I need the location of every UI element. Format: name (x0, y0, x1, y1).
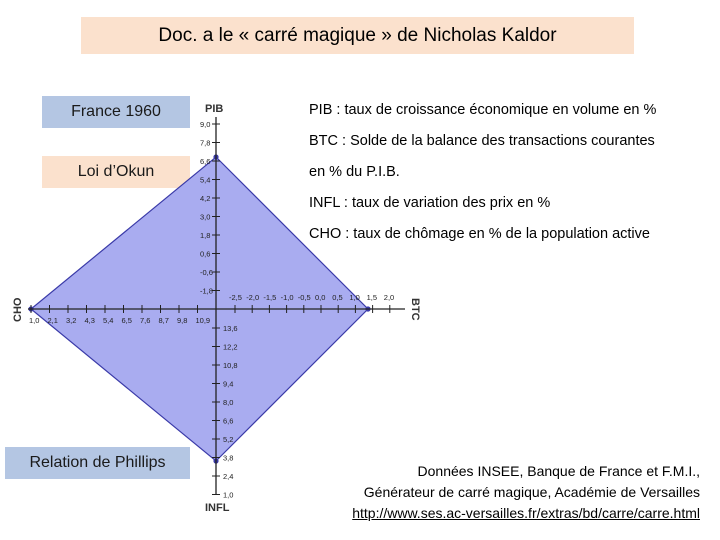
tick-label-cho: 5,4 (103, 316, 114, 325)
legend-definitions (309, 95, 714, 250)
legend-btc-unit: en % du P.I.B. (309, 164, 400, 180)
tick-label-btc: -2,0 (246, 293, 260, 302)
tick-label-cho: 7,6 (140, 316, 151, 325)
tick-label-infl: 5,2 (223, 435, 234, 444)
axis-name-pib: PIB (205, 103, 224, 115)
tick-label-infl: 8,0 (223, 398, 234, 407)
tick-label-pib: 3,0 (200, 212, 211, 222)
tick-label-infl: 3,8 (223, 453, 234, 463)
tick-label-btc: 1,0 (349, 293, 360, 302)
tick-label-pib: 4,2 (200, 194, 211, 203)
label-france-1960: France 1960 (42, 96, 190, 128)
source-link[interactable]: http://www.ses.ac-versailles.fr/extras/bd/carre/carre.html (352, 505, 700, 521)
label-loi-okun: Loi d’Okun (42, 156, 190, 188)
tick-label-infl: 1,0 (223, 490, 234, 500)
slide-title: Doc. a le « carré magique » de Nicholas Kaldor (81, 17, 634, 54)
tick-label-cho: 8,7 (158, 316, 169, 325)
sources (352, 461, 700, 524)
tick-label-cho: 9,8 (177, 316, 188, 325)
tick-label-btc: -2,5 (229, 293, 242, 302)
tick-label-pib: 7,8 (200, 138, 211, 148)
tick-label-pib: 0,6 (200, 249, 211, 259)
tick-label-cho: 4,3 (84, 316, 95, 325)
source-line-1: Données INSEE, Banque de France et F.M.I., (417, 463, 700, 479)
tick-label-btc: -1,5 (263, 293, 277, 302)
tick-label-cho: 10,9 (195, 316, 211, 325)
tick-label-btc: -0,5 (297, 293, 311, 302)
tick-label-cho: 6,5 (121, 316, 132, 325)
legend-btc: BTC : Solde de la balance des transactions courantes (309, 133, 655, 149)
tick-label-pib: -1,8 (200, 286, 213, 296)
legend-pib: PIB : taux de croissance économique en volume en % (309, 102, 657, 118)
legend-infl: INFL : taux de variation des prix en % (309, 195, 551, 211)
tick-label-pib: 1,8 (200, 231, 211, 240)
tick-label-infl: 2,4 (223, 472, 234, 481)
tick-label-btc: 0,0 (315, 293, 326, 302)
tick-label-infl: 10,8 (223, 361, 238, 370)
tick-label-pib: -0,6 (200, 268, 213, 277)
tick-label-cho: 2,1 (47, 316, 58, 325)
tick-label-infl: 12,2 (223, 342, 238, 352)
tick-label-cho: 3,2 (66, 316, 77, 325)
tick-label-infl: 13,6 (223, 324, 238, 333)
tick-label-cho: 1,0 (29, 316, 40, 325)
tick-label-btc: 0,5 (332, 293, 343, 302)
tick-label-infl: 6,6 (223, 416, 234, 426)
axis-name-cho: CHO (12, 297, 24, 322)
tick-label-infl: 9,4 (223, 379, 234, 389)
tick-label-pib: 6,6 (200, 157, 211, 166)
tick-label-pib: 9,0 (200, 120, 211, 129)
tick-label-btc: -1,0 (280, 293, 294, 302)
axis-name-btc: BTC (409, 298, 421, 321)
axis-name-infl: INFL (205, 502, 230, 514)
source-line-2: Générateur de carré magique, Académie de Versailles (363, 484, 700, 500)
tick-label-pib: 5,4 (200, 175, 211, 185)
tick-label-btc: 1,5 (366, 293, 378, 302)
tick-label-btc: 2,0 (383, 293, 395, 302)
label-relation-phillips: Relation de Phillips (5, 447, 190, 479)
legend-cho: CHO : taux de chômage en % de la population active (309, 226, 650, 242)
